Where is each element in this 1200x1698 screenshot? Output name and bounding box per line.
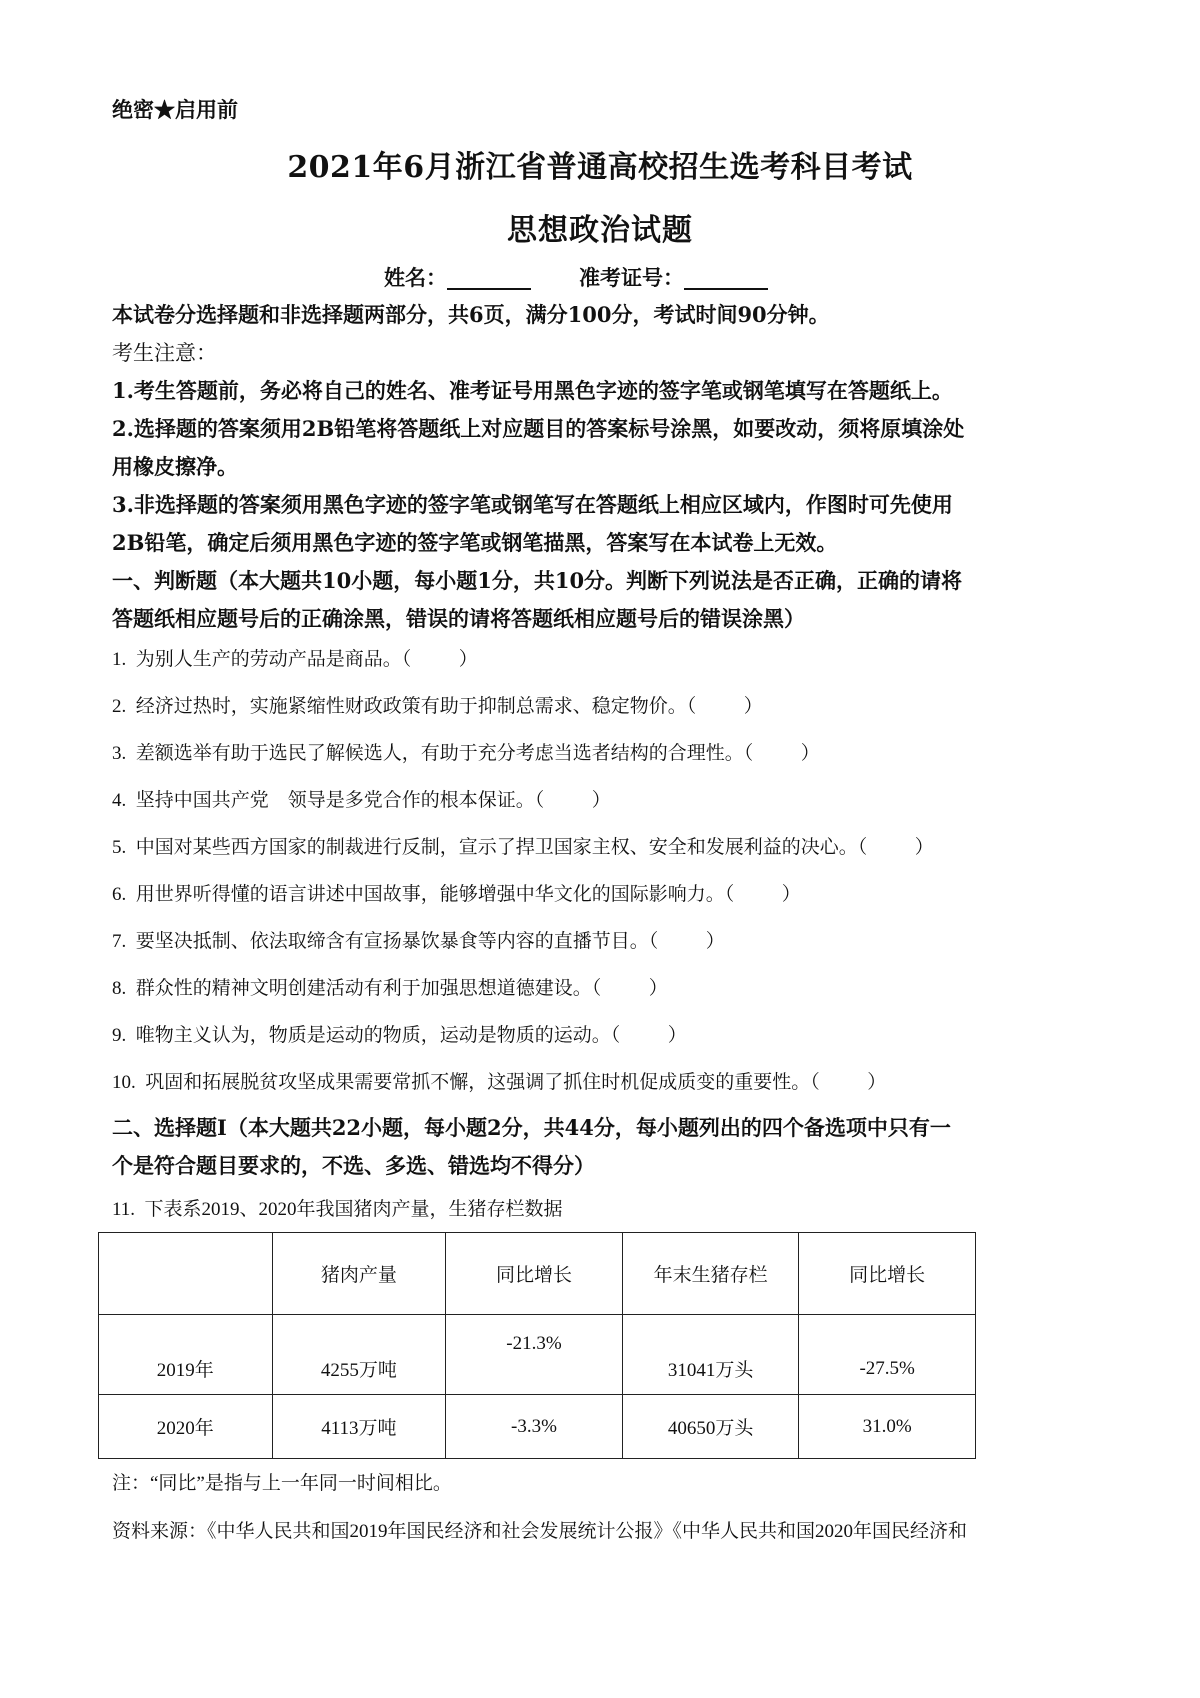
question-3: 3. 差额选举有助于选民了解候选人，有助于充分考虑当选者结构的合理性。（ ） [112, 743, 820, 764]
exam-intro: 本试卷分选择题和非选择题两部分，共6页，满分100分，考试时间90分钟。 [112, 302, 830, 327]
candidate-info [384, 262, 768, 292]
secret-mark: 绝密★启用前 [112, 97, 238, 122]
question-2: 2. 经济过热时，实施紧缩性财政政策有助于抑制总需求、稳定物价。（ ） [112, 696, 763, 717]
table-header-cell: 年末生猪存栏 [622, 1233, 799, 1315]
notice-item-2-line-1: 2.选择题的答案须用2B铅笔将答题纸上对应题目的答案标号涂黑，如要改动，须将原填涂处 [112, 416, 965, 441]
exam-title: 2021年6月浙江省普通高校招生选考科目考试 [287, 150, 913, 185]
table-cell: 31.0% [799, 1395, 976, 1459]
table-note: 注：“同比”是指与上一年同一时间相比。 [112, 1473, 452, 1494]
notice-item-3-line-1: 3.非选择题的答案须用黑色字迹的签字笔或钢笔写在答题纸上相应区域内，作图时可先使用 [112, 492, 953, 517]
name-field-label: 姓名：________ [384, 265, 531, 290]
table-cell: 4113万吨 [272, 1395, 446, 1459]
question-4: 4. 坚持中国共产党 领导是多党合作的根本保证。（ ） [112, 790, 611, 811]
table-cell: 4255万吨 [272, 1315, 446, 1395]
table-header-cell [99, 1233, 273, 1315]
question-9: 9. 唯物主义认为，物质是运动的物质，运动是物质的运动。（ ） [112, 1025, 687, 1046]
table-cell: 2019年 [99, 1315, 273, 1395]
notice-item-1: 1.考生答题前，务必将自己的姓名、准考证号用黑色字迹的签字笔或钢笔填写在答题纸上。 [112, 378, 953, 403]
table-cell: -3.3% [446, 1395, 623, 1459]
notice-item-2-line-2: 用橡皮擦净。 [112, 454, 238, 479]
data-source: 资料来源：《中华人民共和国2019年国民经济和社会发展统计公报》《中华人民共和国2020年国民经济和 [112, 1521, 968, 1542]
table-row [99, 1315, 976, 1395]
section2-heading-line-2: 个是符合题目要求的，不选、多选、错选均不得分） [112, 1153, 595, 1178]
notice-title: 考生注意： [112, 341, 217, 365]
id-field-label: 准考证号：________ [579, 265, 768, 290]
table-cell: 2020年 [99, 1395, 273, 1459]
table-header-cell: 猪肉产量 [272, 1233, 446, 1315]
table-header-cell: 同比增长 [446, 1233, 623, 1315]
section1-heading-line-1: 一、判断题（本大题共10小题，每小题1分，共10分。判断下列说法是否正确，正确的请将 [112, 568, 963, 593]
question-7: 7. 要坚决抵制、依法取缔含有宣扬暴饮暴食等内容的直播节目。（ ） [112, 931, 725, 952]
section2-heading-line-1: 二、选择题Ⅰ（本大题共22小题，每小题2分，共44分，每小题列出的四个备选项中只有一 [112, 1115, 951, 1140]
question-6: 6. 用世界听得懂的语言讲述中国故事，能够增强中华文化的国际影响力。（ ） [112, 884, 801, 905]
exam-subtitle: 思想政治试题 [507, 213, 693, 248]
question-5: 5. 中国对某些西方国家的制裁进行反制，宣示了捍卫国家主权、安全和发展利益的决心。（ ） [112, 837, 934, 858]
table-cell: 31041万头 [622, 1315, 799, 1395]
question-1: 1. 为别人生产的劳动产品是商品。（ ） [112, 649, 478, 670]
table-header-row [99, 1233, 976, 1315]
table-cell: 40650万头 [622, 1395, 799, 1459]
table-cell: -21.3% [446, 1315, 623, 1395]
question-10: 10. 巩固和拓展脱贫攻坚成果需要常抓不懈，这强调了抓住时机促成质变的重要性。（ ） [112, 1072, 887, 1093]
table-header-cell: 同比增长 [799, 1233, 976, 1315]
question-8: 8. 群众性的精神文明创建活动有利于加强思想道德建设。（ ） [112, 978, 668, 999]
table-row [99, 1395, 976, 1459]
section1-heading-line-2: 答题纸相应题号后的正确涂黑，错误的请将答题纸相应题号后的错误涂黑） [112, 606, 805, 631]
table-cell: -27.5% [799, 1315, 976, 1395]
notice-item-3-line-2: 2B铅笔，确定后须用黑色字迹的签字笔或钢笔描黑，答案写在本试卷上无效。 [112, 530, 838, 555]
pork-data-table [98, 1232, 976, 1459]
question-11: 11. 下表系2019、2020年我国猪肉产量，生猪存栏数据 [112, 1199, 563, 1220]
